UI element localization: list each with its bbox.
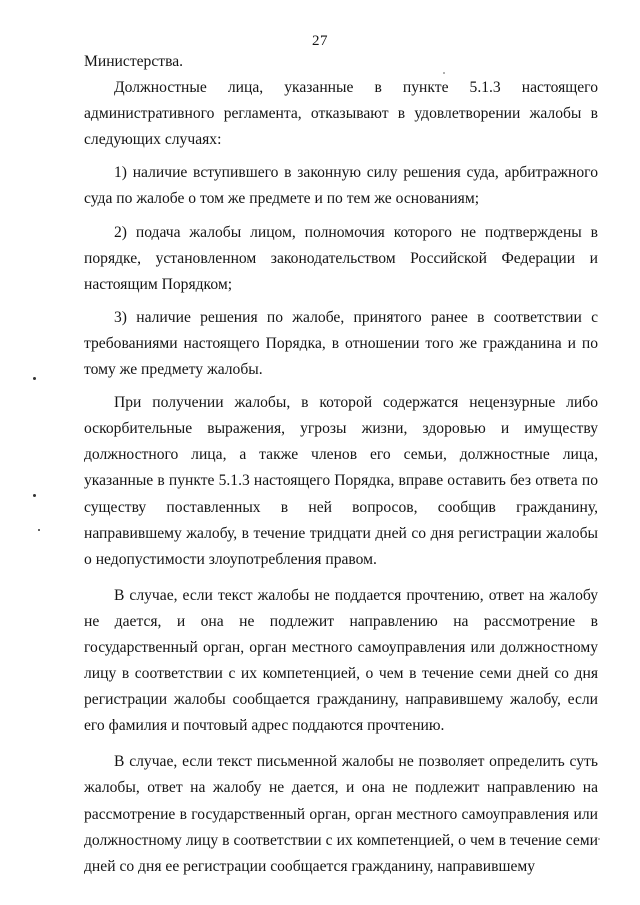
paragraph-offensive-complaint: При получении жалобы, в которой содержатся нецензурные либо оскорбительные выражения, угрозы жизни, здоровью и имуществу должностного лица, а также членов его семьи, должностные лица, указанные в пункте 5.1.3 настоящего Порядка, вправе оставить без ответа по существу поставленных в ней вопросов, сообщив гражданину, направившему жалобу, в течение тридцати дней со дня регистрации жалобы о недопустимости злоупотребления правом. bbox=[84, 394, 598, 568]
scan-speck bbox=[33, 494, 36, 497]
scan-speck bbox=[33, 377, 36, 380]
list-item-prior-decision: 3) наличие решения по жалобе, принятого ранее в соответствии с требованиями настоящего Порядка, в отношении того же гражданина и по тому же предмету жалобы. bbox=[84, 308, 598, 379]
list-item-court-decision: 1) наличие вступившего в законную силу решения суда, арбитражного суда по жалобе о том же предмете и по тем же основаниям; bbox=[84, 164, 598, 208]
paragraph-refusal-intro: Должностные лица, указанные в пункте 5.1.3 настоящего административного регламента, отказывают в удовлетворении жалобы в следующих случаях: bbox=[84, 79, 598, 149]
paragraph-unreadable-complaint: В случае, если текст жалобы не поддается прочтению, ответ на жалобу не дается, и она не подлежит направлению на рассмотрение в государственный орган, орган местного самоуправления или должностному лицу в соответствии с их компетенцией, о чем в течение семи дней со дня регистрации жалобы сообщается гражданину, направившему жалобу, если его фамилия и почтовый адрес поддаются прочтению. bbox=[84, 586, 598, 735]
paragraph-continuation: Министерства. bbox=[84, 53, 184, 70]
scan-speck bbox=[443, 72, 445, 74]
scan-speck bbox=[598, 838, 600, 840]
page-number: 27 bbox=[312, 33, 328, 49]
scan-speck bbox=[38, 529, 40, 531]
document-body bbox=[84, 49, 598, 880]
paragraph-undefined-essence: В случае, если текст письменной жалобы не позволяет определить суть жалобы, ответ на жалобу не дается, и она не подлежит направлению на рассмотрение в государственный орган, орган местного самоуправления или должностному лицу в соответствии с их компетенцией, о чем в течение семи дней со дня ее регистрации сообщается гражданину, направившему bbox=[84, 753, 598, 875]
list-item-unauthorized-person: 2) подача жалобы лицом, полномочия которого не подтверждены в порядке, установленном законодательством Российской Федерации и настоящим Порядком; bbox=[84, 223, 598, 293]
